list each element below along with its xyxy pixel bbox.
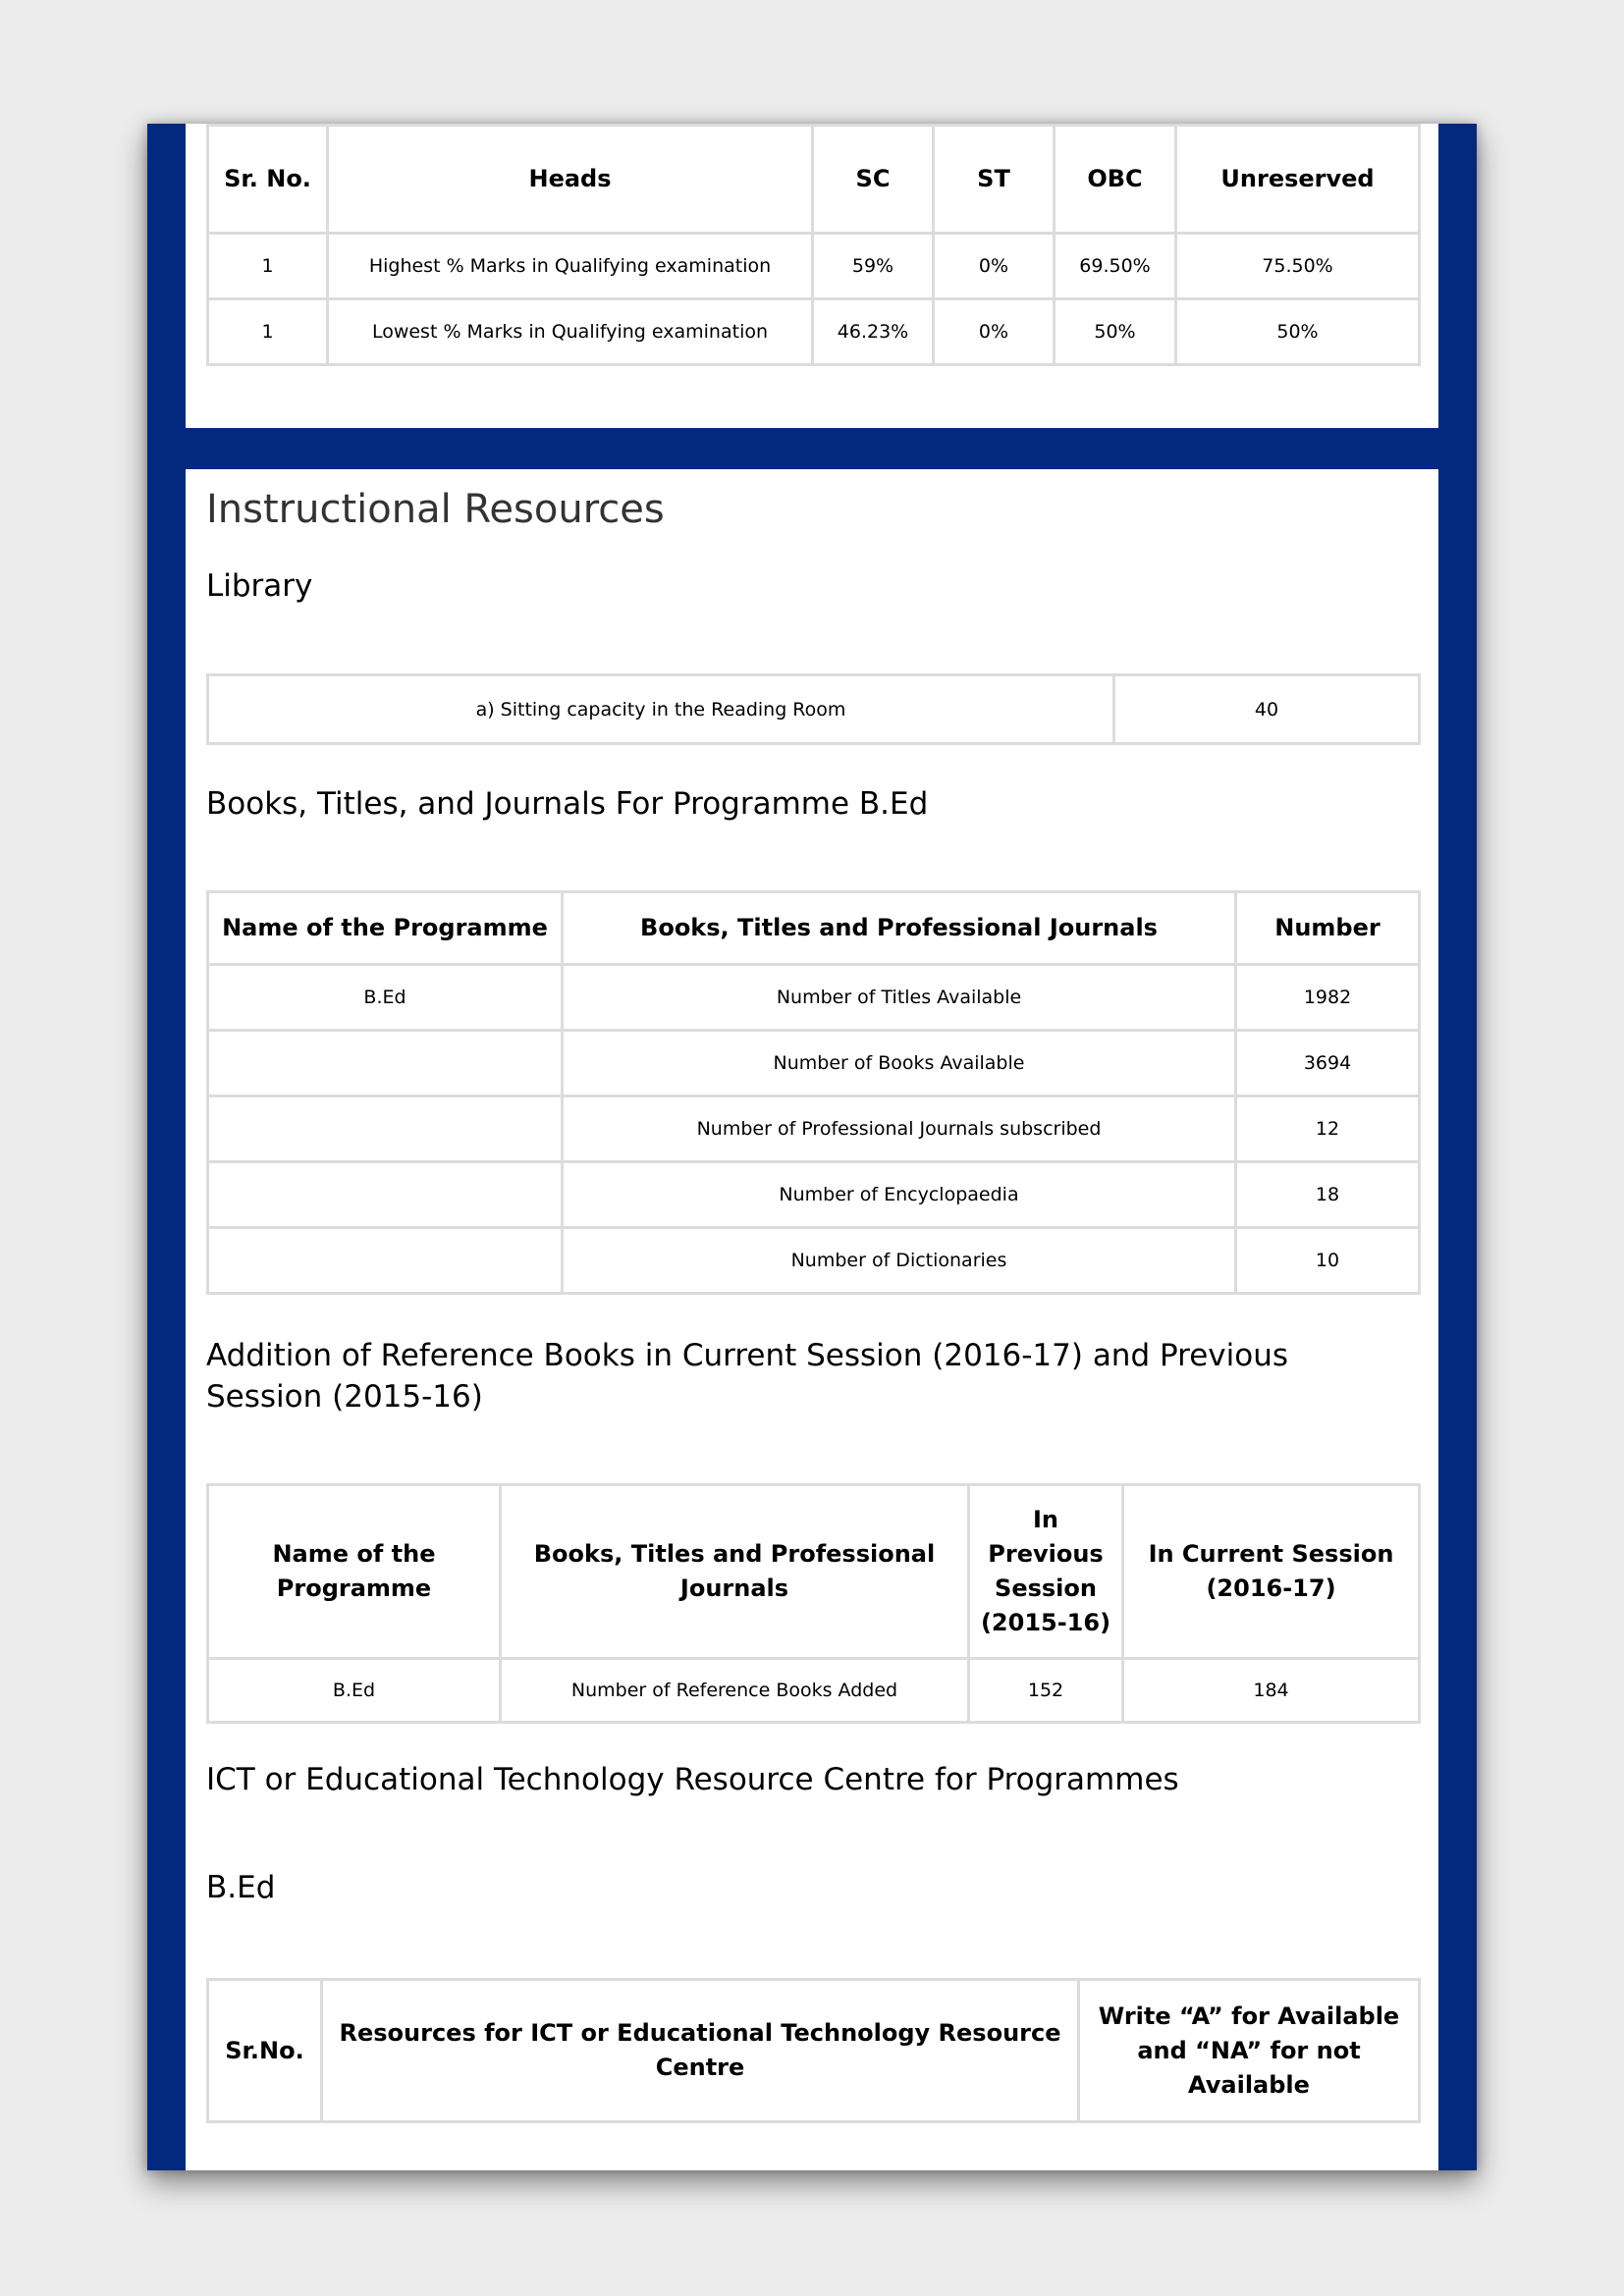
cell-st: 0%	[934, 234, 1055, 299]
cell-programme	[208, 1228, 563, 1294]
table-row	[208, 234, 1420, 299]
header-resources: Resources for ICT or Educational Technology Resource Centre	[322, 1980, 1079, 2122]
cell-unreserved: 50%	[1176, 299, 1420, 365]
table-row	[208, 965, 1420, 1031]
cell-head: Highest % Marks in Qualifying examination	[328, 234, 813, 299]
cell-obc: 69.50%	[1055, 234, 1176, 299]
section-title: Instructional Resources	[206, 487, 665, 532]
sitting-capacity-label: a) Sitting capacity in the Reading Room	[208, 675, 1114, 744]
table-header-row	[208, 892, 1420, 965]
cell-programme	[208, 1031, 563, 1096]
header-st: ST	[934, 126, 1055, 234]
cell-sr-no: 1	[208, 234, 328, 299]
cell-number: 3694	[1236, 1031, 1420, 1096]
reference-books-addition-table	[206, 1483, 1421, 1724]
cell-obc: 50%	[1055, 299, 1176, 365]
library-heading: Library	[206, 568, 313, 604]
header-heads: Heads	[328, 126, 813, 234]
header-unreserved: Unreserved	[1176, 126, 1420, 234]
ict-programme-heading: B.Ed	[206, 1870, 276, 1905]
table-row	[208, 299, 1420, 365]
header-availability: Write “A” for Available and “NA” for not Available	[1079, 1980, 1420, 2122]
header-sr-no: Sr. No.	[208, 126, 328, 234]
sitting-capacity-table	[206, 673, 1421, 745]
table-row	[208, 1162, 1420, 1228]
header-obc: OBC	[1055, 126, 1176, 234]
cell-programme	[208, 1162, 563, 1228]
table-row	[208, 1228, 1420, 1294]
cell-unreserved: 75.50%	[1176, 234, 1420, 299]
header-books-titles: Books, Titles and Professional Journals	[501, 1485, 969, 1659]
header-sr-no: Sr.No.	[208, 1980, 322, 2122]
header-programme: Name of the Programme	[208, 1485, 501, 1659]
table-row	[208, 675, 1420, 744]
cell-number: 1982	[1236, 965, 1420, 1031]
cell-number: 10	[1236, 1228, 1420, 1294]
admission-marks-card	[186, 124, 1438, 428]
cell-head: Lowest % Marks in Qualifying examination	[328, 299, 813, 365]
ict-heading: ICT or Educational Technology Resource Centre for Programmes	[206, 1762, 1179, 1797]
table-row	[208, 1659, 1420, 1723]
header-previous-session: In Previous Session (2015-16)	[969, 1485, 1123, 1659]
cell-item: Number of Professional Journals subscribed	[563, 1096, 1236, 1162]
addition-heading: Addition of Reference Books in Current Session (2016-17) and Previous Session (2015-16)	[206, 1338, 1288, 1415]
ict-resources-table	[206, 1978, 1421, 2123]
table-row	[208, 1096, 1420, 1162]
table-row	[208, 1031, 1420, 1096]
cell-item: Number of Titles Available	[563, 965, 1236, 1031]
cell-programme	[208, 1096, 563, 1162]
table-header-row	[208, 1980, 1420, 2122]
header-books-titles: Books, Titles and Professional Journals	[563, 892, 1236, 965]
header-sc: SC	[813, 126, 934, 234]
cell-number: 18	[1236, 1162, 1420, 1228]
cell-item: Number of Reference Books Added	[501, 1659, 969, 1723]
cell-programme: B.Ed	[208, 1659, 501, 1723]
table-header-row	[208, 126, 1420, 234]
header-programme: Name of the Programme	[208, 892, 563, 965]
cell-item: Number of Dictionaries	[563, 1228, 1236, 1294]
admission-marks-table	[206, 124, 1421, 366]
cell-sr-no: 1	[208, 299, 328, 365]
table-header-row	[208, 1485, 1420, 1659]
cell-sc: 46.23%	[813, 299, 934, 365]
books-heading: Books, Titles, and Journals For Programme B.Ed	[206, 786, 929, 822]
sitting-capacity-value: 40	[1114, 675, 1420, 744]
cell-current-session: 184	[1123, 1659, 1420, 1723]
cell-st: 0%	[934, 299, 1055, 365]
cell-sc: 59%	[813, 234, 934, 299]
cell-programme: B.Ed	[208, 965, 563, 1031]
cell-number: 12	[1236, 1096, 1420, 1162]
cell-item: Number of Encyclopaedia	[563, 1162, 1236, 1228]
header-current-session: In Current Session (2016-17)	[1123, 1485, 1420, 1659]
header-number: Number	[1236, 892, 1420, 965]
instructional-resources-card	[186, 469, 1438, 2170]
books-titles-journals-table	[206, 890, 1421, 1295]
cell-item: Number of Books Available	[563, 1031, 1236, 1096]
cell-previous-session: 152	[969, 1659, 1123, 1723]
